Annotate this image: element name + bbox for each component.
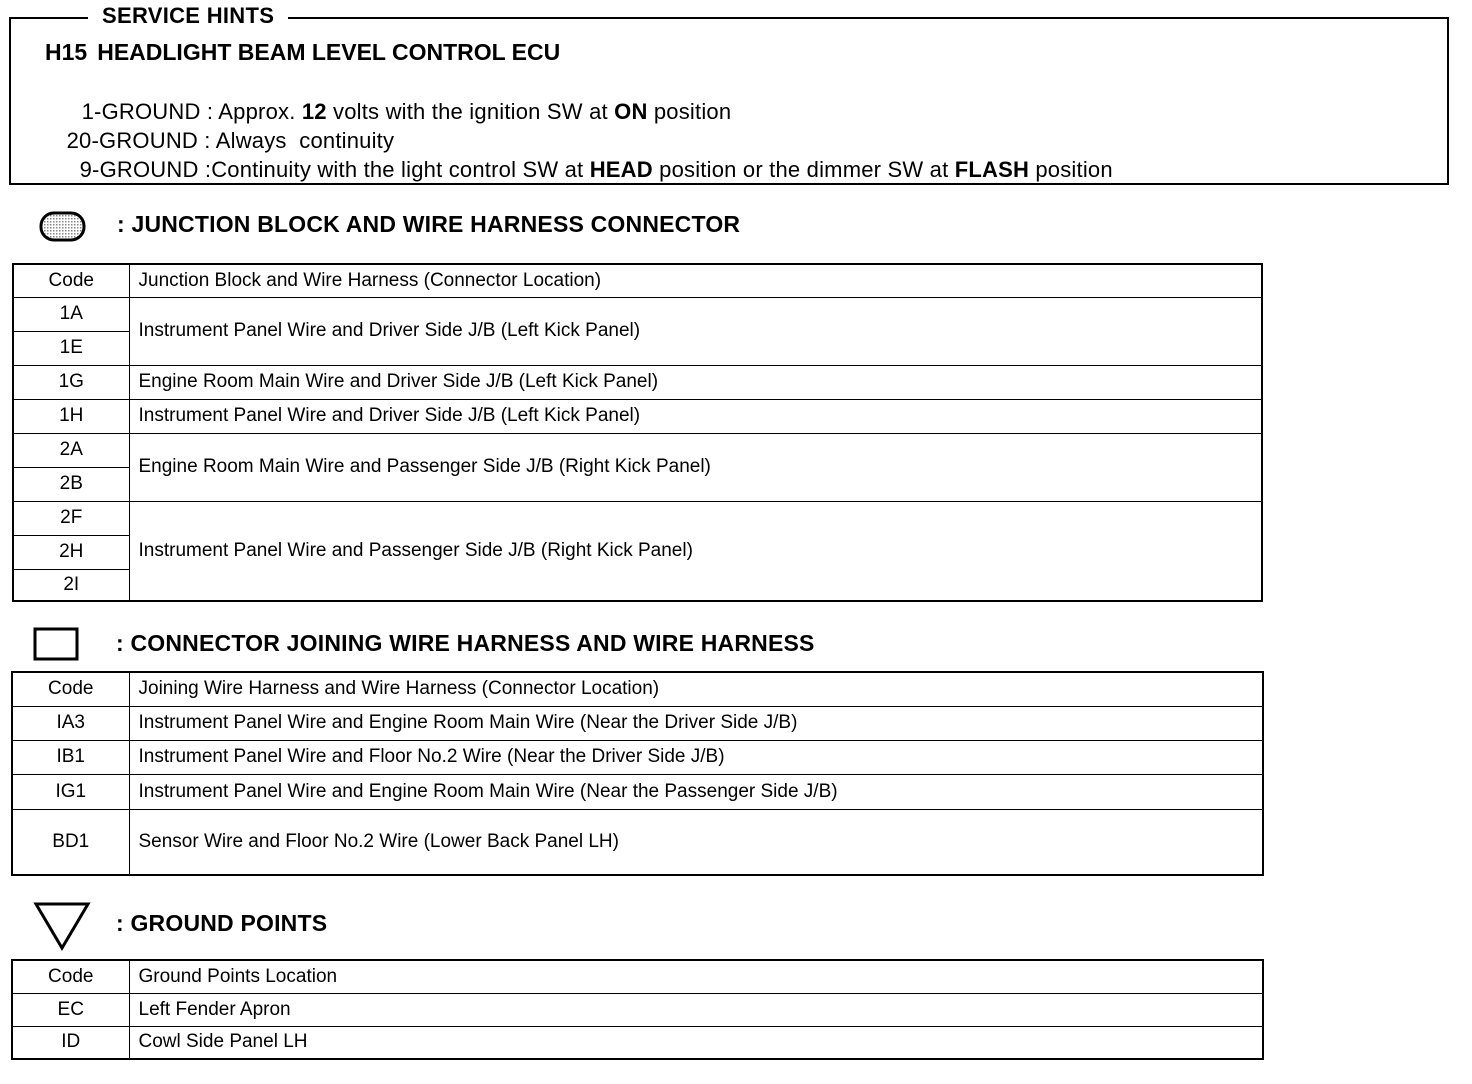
table-header-row bbox=[13, 264, 1262, 297]
header-code: Code bbox=[12, 672, 129, 706]
hint-line-3 bbox=[67, 131, 1113, 183]
code-cell: IB1 bbox=[12, 740, 129, 774]
desc-cell: Engine Room Main Wire and Passenger Side J/B (Right Kick Panel) bbox=[129, 433, 1262, 501]
header-code: Code bbox=[13, 264, 129, 297]
code-cell: 1H bbox=[13, 399, 129, 433]
heading-title: HEADLIGHT BEAM LEVEL CONTROL ECU bbox=[97, 39, 561, 65]
table-row bbox=[12, 1026, 1263, 1059]
code-cell: 2H bbox=[13, 535, 129, 569]
code-cell: 2A bbox=[13, 433, 129, 467]
hint-text: volts with the ignition SW at bbox=[326, 99, 615, 124]
connector-table bbox=[11, 671, 1264, 876]
ground-table bbox=[11, 959, 1264, 1060]
table-header-row bbox=[12, 960, 1263, 993]
hint-text: Continuity with the light control SW at bbox=[211, 157, 590, 182]
hint-terminal: 1-GROUND bbox=[81, 99, 201, 124]
table-row bbox=[12, 774, 1263, 809]
desc-cell: Instrument Panel Wire and Driver Side J/B (Left Kick Panel) bbox=[129, 297, 1262, 365]
desc-cell: Instrument Panel Wire and Passenger Side J/B (Right Kick Panel) bbox=[129, 501, 1262, 601]
desc-cell: Sensor Wire and Floor No.2 Wire (Lower Back Panel LH) bbox=[129, 809, 1263, 875]
header-desc: Ground Points Location bbox=[129, 960, 1263, 993]
hint-terminal: 9-GROUND bbox=[79, 157, 199, 182]
code-cell: 1G bbox=[13, 365, 129, 399]
service-hints-legend: SERVICE HINTS bbox=[88, 3, 288, 29]
hint-sep: : bbox=[200, 99, 219, 124]
code-cell: 2B bbox=[13, 467, 129, 501]
hint-text: position bbox=[1029, 157, 1113, 182]
table-row bbox=[13, 297, 1262, 331]
hint-sep: : bbox=[198, 157, 212, 182]
code-cell: 2I bbox=[13, 569, 129, 601]
code-cell: EC bbox=[12, 993, 129, 1026]
rounded-rect-hatched-icon bbox=[38, 209, 88, 245]
hint-text: position or the dimmer SW at bbox=[652, 157, 955, 182]
desc-cell: Engine Room Main Wire and Driver Side J/B (Left Kick Panel) bbox=[129, 365, 1262, 399]
table-header-row bbox=[12, 672, 1263, 706]
hint-bold: FLASH bbox=[954, 157, 1030, 182]
header-desc: Joining Wire Harness and Wire Harness (Connector Location) bbox=[129, 672, 1263, 706]
hint-bold: HEAD bbox=[589, 157, 653, 182]
junction-table bbox=[12, 263, 1263, 602]
code-cell: BD1 bbox=[12, 809, 129, 875]
hint-terminal: 20-GROUND bbox=[66, 128, 198, 153]
desc-cell: Instrument Panel Wire and Engine Room Main Wire (Near the Driver Side J/B) bbox=[129, 706, 1263, 740]
code-cell: 1A bbox=[13, 297, 129, 331]
table-row bbox=[12, 809, 1263, 875]
hint-bold: ON bbox=[614, 99, 648, 124]
code-cell: IG1 bbox=[12, 774, 129, 809]
code-cell: ID bbox=[12, 1026, 129, 1059]
code-cell: IA3 bbox=[12, 706, 129, 740]
hint-bold: 12 bbox=[301, 99, 327, 124]
table-row bbox=[13, 433, 1262, 467]
desc-cell: Instrument Panel Wire and Driver Side J/B (Left Kick Panel) bbox=[129, 399, 1262, 433]
desc-cell: Left Fender Apron bbox=[129, 993, 1263, 1026]
rectangle-icon bbox=[33, 626, 81, 662]
desc-cell: Cowl Side Panel LH bbox=[129, 1026, 1263, 1059]
desc-cell: Instrument Panel Wire and Floor No.2 Wire (Near the Driver Side J/B) bbox=[129, 740, 1263, 774]
desc-cell: Instrument Panel Wire and Engine Room Main Wire (Near the Passenger Side J/B) bbox=[129, 774, 1263, 809]
header-code: Code bbox=[12, 960, 129, 993]
ground-section-title: : GROUND POINTS bbox=[116, 910, 328, 936]
table-row bbox=[12, 993, 1263, 1026]
hint-text: Always continuity bbox=[215, 128, 395, 153]
code-cell: 1E bbox=[13, 331, 129, 365]
table-row bbox=[12, 740, 1263, 774]
table-row bbox=[13, 399, 1262, 433]
table-row bbox=[13, 501, 1262, 535]
junction-section-title: : JUNCTION BLOCK AND WIRE HARNESS CONNECTOR bbox=[117, 211, 741, 237]
service-hints-heading bbox=[45, 39, 560, 66]
header-desc: Junction Block and Wire Harness (Connector Location) bbox=[129, 264, 1262, 297]
hint-text: Approx. bbox=[218, 99, 302, 124]
hint-sep: : bbox=[198, 128, 216, 153]
table-row bbox=[12, 706, 1263, 740]
code-cell: 2F bbox=[13, 501, 129, 535]
heading-code: H15 bbox=[45, 39, 88, 65]
down-triangle-icon bbox=[31, 898, 93, 952]
table-row bbox=[13, 365, 1262, 399]
connector-section-title: : CONNECTOR JOINING WIRE HARNESS AND WIRE HARNESS bbox=[116, 630, 815, 656]
hint-text: position bbox=[647, 99, 732, 124]
